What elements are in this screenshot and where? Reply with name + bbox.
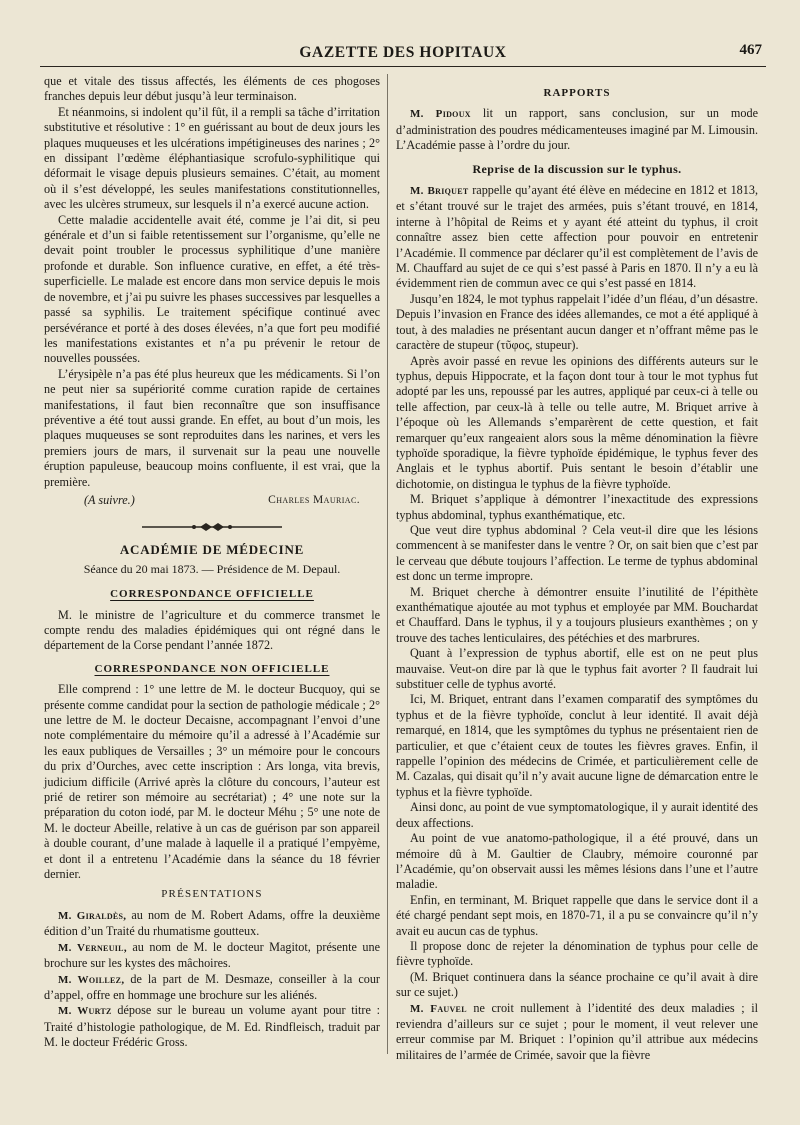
paragraph: Quant à l’expression de typhus abortif, elle est on ne peut plus mauvaise. Veut-on dire par là que le typhus fait avorter ? Il faudrait lui substituer celle de typhus avorté.: [396, 646, 758, 692]
author-name: Charles Mauriac.: [268, 493, 360, 506]
paragraph: M. Briquet s’applique à démontrer l’inexactitude des expressions typhus abdominal, typhus exanthématique, etc.: [396, 492, 758, 522]
paragraph: M. Briquet cherche à démontrer ensuite l’inutilité de l’épithète exanthématique ajoutée au mot typhus et employée par MM. Bouchardat et Chauffard. Dans le typhus, il y a toujours plusieurs exanthèmes ; on y trouve des taches lenticulaires, des pétéchies et des marbrures.: [396, 584, 758, 645]
page-number: 467: [739, 42, 762, 58]
page-header: [40, 40, 766, 67]
section-title: ACADÉMIE DE MÉDECINE: [119, 542, 305, 558]
paragraph: Cette maladie accidentelle avait été, comme je l’ai dit, si peu générale et d’un si faible retentissement sur l’organisme, qu’elle ne devait point troubler le processus syphilitique d’une manière profonde et durable. Son influence curative, en effet, a été très-superficielle. Le malade est encore dans mon service depuis le mois de novembre, et j’ai pu suivre les phases successives par lesquelles a passé sa syphilis. Le traitement spécifique continué avec persévérance et porté à des doses élevées, n’a que fort peu modifié les manifestations existantes et n’a pu prévenir le retour de nouvelles poussées.: [44, 212, 380, 366]
paragraph: Elle comprend : 1° une lettre de M. le docteur Bucquoy, qui se présente comme candidat pour la section de pathologie médicale ; 2° une lettre de M. le docteur Decaisne, accompagnant l’envoi d’une note complémentaire du mémoire qu’il a adressé à l’Académie sur les eaux publiques de Versailles ; 3° un mémoire pour le concours du prix d’Ourches, avec cette inscription : Ars longa, vita brevis, judicium difficile (Arrivé après la clôture du concours, l’auteur est prié de retirer son mémoire au secrétariat) ; 4° une note sur la préparation du coton iodé, par M. le docteur Méhu ; 5° une note de M. le docteur Abeille, relative à un cas de guérison par son appareil à double courant, d’une malade à laquelle il a pratiqué l’empyème, et dont il a entretenu l’Académie dans la séance du 18 février dernier.: [44, 682, 380, 882]
paragraph: M. Fauvel ne croit nullement à l’identité des deux maladies ; il reviendra d’ailleurs sur ce sujet ; pour le moment, il veut relever une erreur commise par M. Briquet : l’opinion qu’il attribue aux médecins militaires de l’armée de Crimée, savoir que la fièvre: [396, 1000, 758, 1062]
paragraph: que et vitale des tissus affectés, les éléments de ces phogoses franches depuis leur début jusqu’à leur terminaison.: [44, 74, 380, 104]
paragraph: M. Pidoux lit un rapport, sans conclusion, sur un mode d’administration des poudres médicamenteuses imaginé par M. Limousin. L’Académie passe à l’ordre du jour.: [396, 106, 758, 153]
subsection-title: PRÉSENTATIONS: [161, 887, 263, 900]
left-column: [44, 74, 380, 1051]
paragraph: Il propose donc de rejeter la dénomination de typhus pour celle de fièvre typhoïde.: [396, 938, 758, 969]
paragraph: Ici, M. Briquet, entrant dans l’examen comparatif des symptômes du typhus et de la fièvre typhoïde, conclut à leur identité. Il avait déjà remarqué, en 1814, que les symptômes du typhus ne présentaient rien de particulier, et que c’étaient ceux de toutes les fièvres graves. Enfin, il rappelle l’opinion des médecins de Crimée, et particulièrement celle de M. Cazalas, qui disait qu’il n’y avait aucune ligne de démarcation entre le typhus et la fièvre typhoïde.: [396, 692, 758, 799]
paragraph: Ainsi donc, au point de vue symptomatologique, il y aurait identité des deux affections.: [396, 800, 758, 830]
paragraph: M. Woillez, de la part de M. Desmaze, conseiller à la cour d’appel, offre en hommage une brochure sur les aliénés.: [44, 971, 380, 1002]
paragraph: M. Giraldès, au nom de M. Robert Adams, offre la deuxième édition d’un Traité du rhumatisme goutteux.: [44, 907, 380, 939]
right-column: [396, 74, 758, 1063]
paragraph: Au point de vue anatomo-pathologique, il a été prouvé, dans un mémoire dû à M. Gaultier de Claubry, mémoire couronné par l’Académie, qu’on observait aussi les mêmes lésions dans l’une et l’autre maladie.: [396, 831, 758, 892]
paragraph: (M. Briquet continuera dans la séance prochaine ce qu’il avait à dire sur ce sujet.): [396, 969, 758, 1000]
journal-title: GAZETTE DES HOPITAUX: [299, 44, 507, 61]
column-divider: [387, 74, 388, 1054]
speaker-name: M. Wurtz: [58, 1005, 112, 1018]
ornament-divider: [142, 520, 282, 534]
speaker-name: M. Giraldès,: [58, 909, 127, 922]
to-be-continued: (A suivre.): [84, 492, 135, 507]
paragraph: L’érysipèle n’a pas été plus heureux que les médicaments. Si l’on ne peut nier sa supériorité comme curation rapide de certaines manifestations, il faut bien reconnaître que son insuffisance préventive a été tout aussi grande. En effet, au bout d’un mois, les plaques muqueuses se sont reproduites dans les narines, et vers les premiers jours de mars, il survenait sur la peau une nouvelle éruption papuleuse, beaucoup moins confluente, il est vrai, que la première.: [44, 366, 380, 489]
paragraph: M. Wurtz dépose sur le bureau un volume ayant pour titre : Traité d’histologie pathologique, de M. Ed. Rindfleisch, traduit par M. le docteur Frédéric Gross.: [44, 1003, 381, 1050]
speaker-name: M. Woillez,: [58, 973, 125, 986]
session-line: Séance du 20 mai 1873. — Présidence de M. Depaul.: [83, 561, 341, 576]
paragraph: Que veut dire typhus abdominal ? Cela veut-il dire que les lésions commencent à se manifester dans le ventre ? Or, on sait bien que c’est par le cerveau que débute toujours l’affection. Le terme de typhus abdominal est donc un terme impropre.: [396, 522, 758, 584]
paragraph: Enfin, en terminant, M. Briquet rappelle que dans le service dont il a été chargé pendant sept mois, en 1870-71, il a pu se convaincre qu’il n’y avait eu aucun cas de typhus.: [396, 892, 758, 938]
speaker-name: M. Fauvel: [410, 1002, 467, 1015]
speaker-name: M. Briquet: [410, 185, 469, 198]
speaker-name: M. Pidoux: [410, 108, 471, 121]
paragraph: Jusqu’en 1824, le mot typhus rappelait l’idée d’un fléau, d’un désastre. Depuis l’invasion en France des idées allemandes, ce mot a été appliqué à tout, à des maladies ne présentant aucun danger et n’offrant même pas le caractère de stupeur (τῦφος, stupeur).: [396, 291, 758, 353]
subsection-title: CORRESPONDANCE OFFICIELLE: [110, 588, 314, 601]
speaker-name: M. Verneuil,: [58, 941, 127, 954]
subsection-title: CORRESPONDANCE NON OFFICIELLE: [94, 662, 330, 675]
paragraph: M. le ministre de l’agriculture et du commerce transmet le compte rendu des maladies épidémiques qui ont régné dans le département de la Corse pendant l’année 1872.: [44, 607, 380, 653]
discussion-title: Reprise de la discussion sur le typhus.: [472, 161, 682, 176]
paragraph: M. Verneuil, au nom de M. le docteur Magitot, présente une brochure sur les kystes des mâchoires.: [44, 939, 380, 971]
paragraph: Et néanmoins, si indolent qu’il fût, il a rempli sa tâche d’irritation substitutive et résolutive : 1° en guérissant au bout de deux jours les plaques muqueuses et les ulcérations impétigineuses des narines ; 2° en dissipant l’œdème éléphantiasique scrofulo-syphilitique qui déformait le visage depuis plusieurs semaines. C’était, au moment où il s’est développé, les seules manifestations constitutionnelles, avec les ulcères strumeux, sur lesquels il n’a exercé aucune action.: [44, 104, 380, 212]
subsection-title: RAPPORTS: [543, 87, 611, 99]
article-signature: [44, 493, 380, 508]
paragraph: M. Briquet rappelle qu’ayant été élève en médecine en 1812 et 1813, et s’étant trouvé sur le trajet des armées, puis s’étant trouvé, en 1814, interne à l’hôpital de Reims et y ayant été atteint du typhus, il croit connaître assez bien cette affection pour pouvoir en entretenir l’Académie. Il commence par déclarer qu’il est complètement de l’avis de M. Chauffard au sujet de ce qui s’est passé à Paris en 1870. Il n’y a eu là évidemment rien de commun avec ce qui s’est passé en 1814.: [396, 183, 758, 291]
paragraph: Après avoir passé en revue les opinions des différents auteurs sur le typhus, depuis Hippocrate, et la façon dont tour à tour le mot typhus fut adopté par les uns, repoussé par les autres, appliqué par ceux-ci à telle ou telle affection, par ceux-là à telle ou telle autre, M. Briquet arrive à l’époque où les Allemands s’emparèrent de cette question, et fait remarquer qu’eux rangeaient alors sous la même dénomination la fièvre typhoïde sporadique, la fièvre typhoïde épidémique, le typhus fever des Anglais et le typhus abortif. Puis sentant le besoin d’établir une dichotomie, on distingua le typhus de la fièvre typhoïde.: [396, 353, 758, 491]
